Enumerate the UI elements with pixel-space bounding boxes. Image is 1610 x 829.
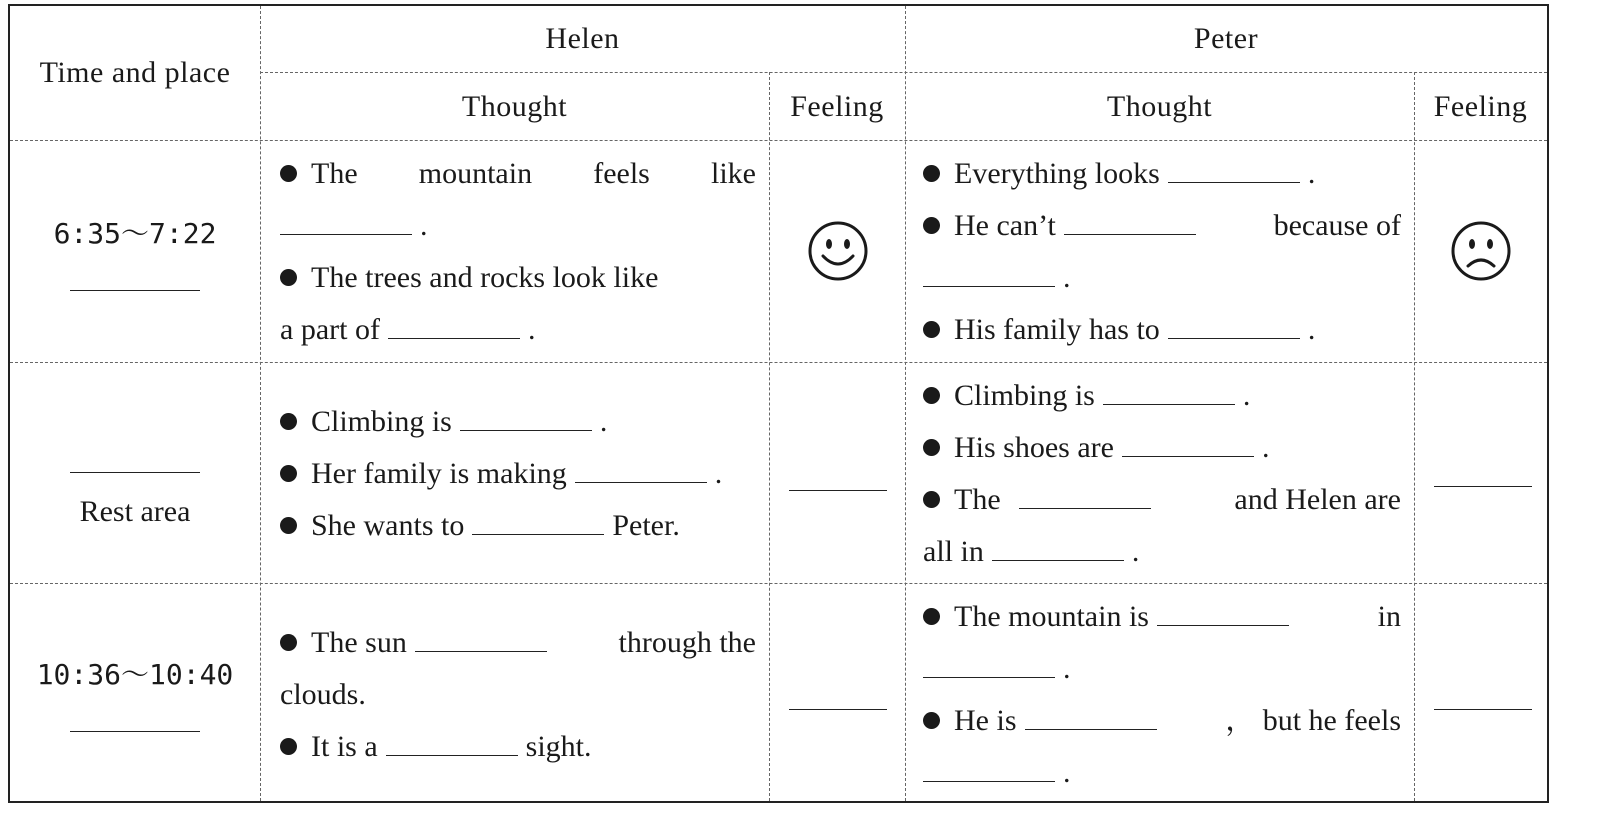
row1-place-blank[interactable] <box>70 290 200 291</box>
answer-blank[interactable] <box>460 430 592 431</box>
answer-blank[interactable] <box>923 286 1055 287</box>
row1-peter-line1: Everything looks . <box>923 148 1401 200</box>
answer-blank[interactable] <box>1168 182 1300 183</box>
answer-blank[interactable] <box>923 781 1055 782</box>
header-peter-thought: Thought <box>1106 90 1213 123</box>
row2-time-cell <box>10 362 260 583</box>
row2-time-blank[interactable] <box>70 472 200 473</box>
answer-blank[interactable] <box>386 755 518 756</box>
answer-blank[interactable] <box>472 534 604 535</box>
row2-helen-feeling-blank[interactable] <box>789 490 887 491</box>
grid-line <box>260 6 261 801</box>
row1-peter-line3: . <box>923 252 1401 304</box>
row2-helen-thought <box>280 396 756 552</box>
bullet-icon <box>923 217 940 234</box>
row3-peter-line3: He is ， but he feels <box>923 695 1401 747</box>
smiley-face-icon <box>807 220 869 282</box>
row3-helen-thought <box>280 617 756 773</box>
row3-peter-line4: . <box>923 747 1401 799</box>
bullet-icon <box>923 321 940 338</box>
bullet-icon <box>280 269 297 286</box>
bullet-icon <box>923 608 940 625</box>
grid-line <box>260 72 1547 73</box>
worksheet-table <box>8 4 1549 803</box>
row3-helen-feeling-blank[interactable] <box>789 709 887 710</box>
row3-time-cell <box>10 583 260 801</box>
bullet-icon <box>280 634 297 651</box>
answer-blank[interactable] <box>388 338 520 339</box>
row2-peter-thought <box>923 370 1401 578</box>
row3-helen-line1: The sun through the <box>280 617 756 669</box>
answer-blank[interactable] <box>1168 338 1300 339</box>
header-peter-feeling: Feeling <box>1433 90 1528 123</box>
answer-blank[interactable] <box>923 677 1055 678</box>
row3-helen-line2: clouds. <box>280 678 366 711</box>
header-time-place: Time and place <box>39 56 231 89</box>
answer-blank[interactable] <box>1064 234 1196 235</box>
answer-blank[interactable] <box>1157 625 1289 626</box>
header-helen-thought: Thought <box>461 90 568 123</box>
header-helen-feeling: Feeling <box>790 90 884 123</box>
row1-peter-thought <box>923 148 1401 356</box>
row2-peter-line2: His shoes are . <box>923 422 1401 474</box>
row3-peter-line1: The mountain is in <box>923 591 1401 643</box>
row2-place: Rest area <box>79 495 191 528</box>
row3-helen-line3: It is a sight. <box>280 721 756 773</box>
row2-helen-line3: She wants to Peter. <box>280 500 756 552</box>
sad-face-icon <box>1450 220 1512 282</box>
row1-peter-line2: He can’t because of <box>923 200 1401 252</box>
answer-blank[interactable] <box>1025 729 1157 730</box>
row2-helen-line1: Climbing is . <box>280 396 756 448</box>
header-helen: Helen <box>545 22 620 55</box>
grid-line <box>1414 72 1415 801</box>
answer-blank[interactable] <box>1122 456 1254 457</box>
row1-helen-line1: The mountain feels like <box>280 148 756 200</box>
bullet-icon <box>280 413 297 430</box>
row3-place-blank[interactable] <box>70 731 200 732</box>
row3-time: 10:36～10:40 <box>36 657 234 691</box>
row2-peter-feeling-blank[interactable] <box>1434 486 1532 487</box>
row3-peter-feeling-blank[interactable] <box>1434 709 1532 710</box>
bullet-icon <box>923 387 940 404</box>
bullet-icon <box>923 165 940 182</box>
row1-time-cell <box>10 140 260 362</box>
row2-peter-line1: Climbing is . <box>923 370 1401 422</box>
bullet-icon <box>923 712 940 729</box>
bullet-icon <box>280 517 297 534</box>
row1-helen-line3: The trees and rocks look like <box>280 252 756 304</box>
answer-blank[interactable] <box>992 560 1124 561</box>
bullet-icon <box>280 165 297 182</box>
bullet-icon <box>280 465 297 482</box>
row1-helen-thought <box>280 148 756 356</box>
bullet-icon <box>280 738 297 755</box>
answer-blank[interactable] <box>575 482 707 483</box>
row3-peter-line2: . <box>923 643 1401 695</box>
answer-blank[interactable] <box>1103 404 1235 405</box>
answer-blank[interactable] <box>280 234 412 235</box>
row1-time: 6:35～7:22 <box>53 216 217 250</box>
row1-helen-line2: . <box>280 200 756 252</box>
row2-helen-line2: Her family is making . <box>280 448 756 500</box>
grid-line <box>905 6 906 801</box>
bullet-icon <box>923 439 940 456</box>
answer-blank[interactable] <box>415 651 547 652</box>
row2-peter-line4: all in . <box>923 535 1140 568</box>
row1-peter-line4: His family has to . <box>923 304 1401 356</box>
row1-helen-line4: a part of . <box>280 313 536 346</box>
bullet-icon <box>923 491 940 508</box>
answer-blank[interactable] <box>1019 508 1151 509</box>
row2-peter-line3: The and Helen are <box>923 474 1401 526</box>
grid-line <box>769 72 770 801</box>
row3-peter-thought <box>923 591 1401 799</box>
header-peter: Peter <box>1193 22 1259 55</box>
